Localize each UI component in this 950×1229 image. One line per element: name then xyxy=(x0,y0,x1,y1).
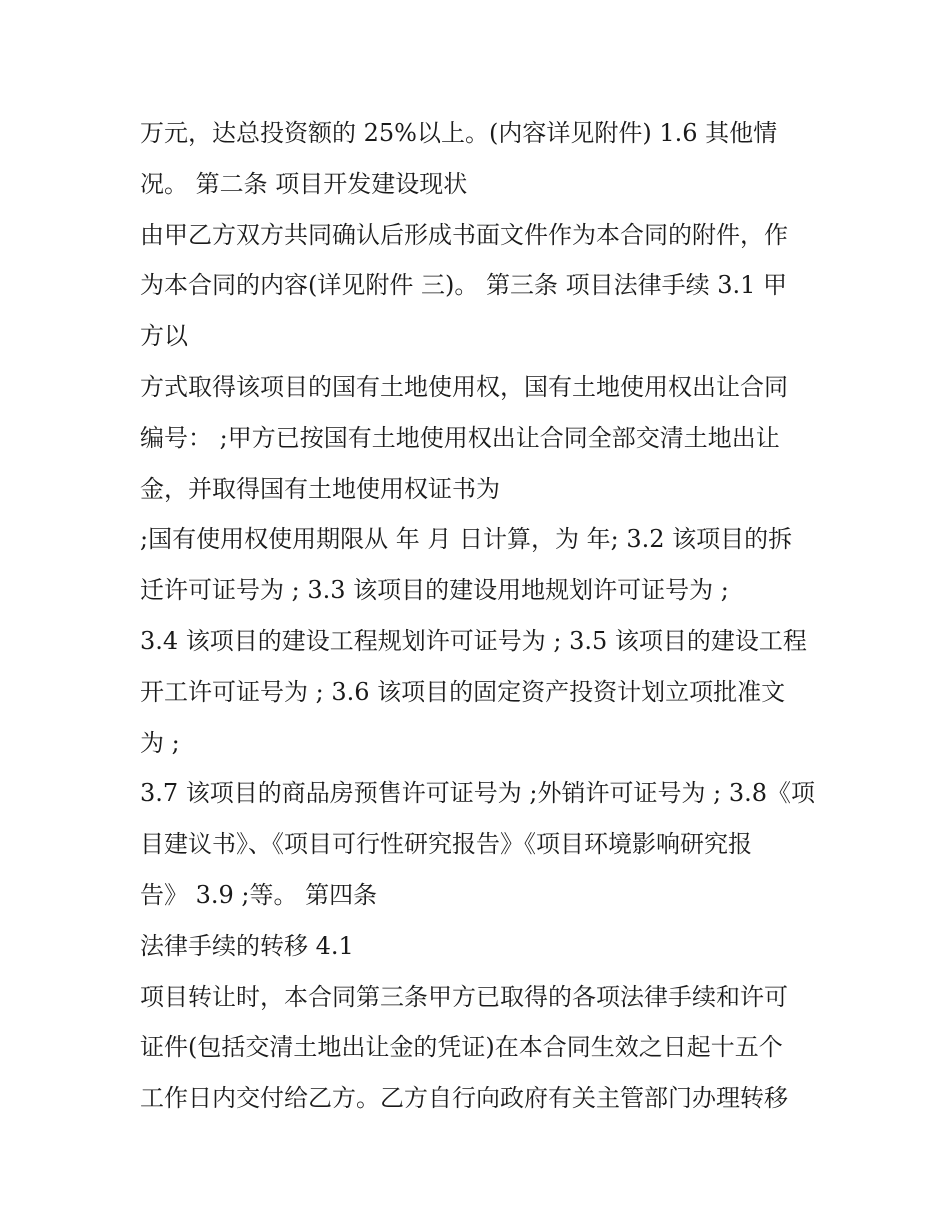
text-line: 方以 xyxy=(140,322,188,351)
text-line: 编号： ;甲方已按国有土地使用权出让合同全部交清土地出让 xyxy=(140,423,780,452)
text-line: 迁许可证号为 ; 3.3 该项目的建设用地规划许可证号为 ; xyxy=(140,576,729,605)
text-line: 况。 第二条 项目开发建设现状 xyxy=(140,169,468,198)
text-line: 3.7 该项目的商品房预售许可证号为 ;外销许可证号为 ; 3.8《项 xyxy=(140,779,816,808)
text-line: 工作日内交付给乙方。乙方自行向政府有关主管部门办理转移 xyxy=(140,1084,788,1113)
text-line: 3.4 该项目的建设工程规划许可证号为 ; 3.5 该项目的建设工程 xyxy=(140,626,807,655)
text-line: 证件(包括交清土地出让金的凭证)在本合同生效之日起十五个 xyxy=(140,1033,783,1062)
text-line: 开工许可证号为 ; 3.6 该项目的固定资产投资计划立项批准文 xyxy=(140,677,786,706)
contract-text xyxy=(140,108,820,1124)
text-line: 目建议书》、《项目可行性研究报告》《项目环境影响研究报 xyxy=(140,830,752,859)
text-line: 法律手续的转移 4.1 xyxy=(140,931,354,960)
text-line: 由甲乙方双方共同确认后形成书面文件作为本合同的附件，作 xyxy=(140,220,788,249)
text-line: 项目转让时，本合同第三条甲方已取得的各项法律手续和许可 xyxy=(140,982,788,1011)
text-line: 金，并取得国有土地使用权证书为 xyxy=(140,474,500,503)
text-line: 为本合同的内容(详见附件 三)。 第三条 项目法律手续 3.1 甲 xyxy=(140,271,788,300)
text-line: ;国有使用权使用期限从 年 月 日计算，为 年; 3.2 该项目的拆 xyxy=(140,525,793,554)
text-line: 方式取得该项目的国有土地使用权，国有土地使用权出让合同 xyxy=(140,372,788,401)
text-line: 为 ; xyxy=(140,728,180,757)
text-line: 万元，达总投资额的 25%以上。(内容详见附件) 1.6 其他情 xyxy=(140,119,778,147)
text-line: 告》 3.9 ;等。 第四条 xyxy=(140,880,378,909)
